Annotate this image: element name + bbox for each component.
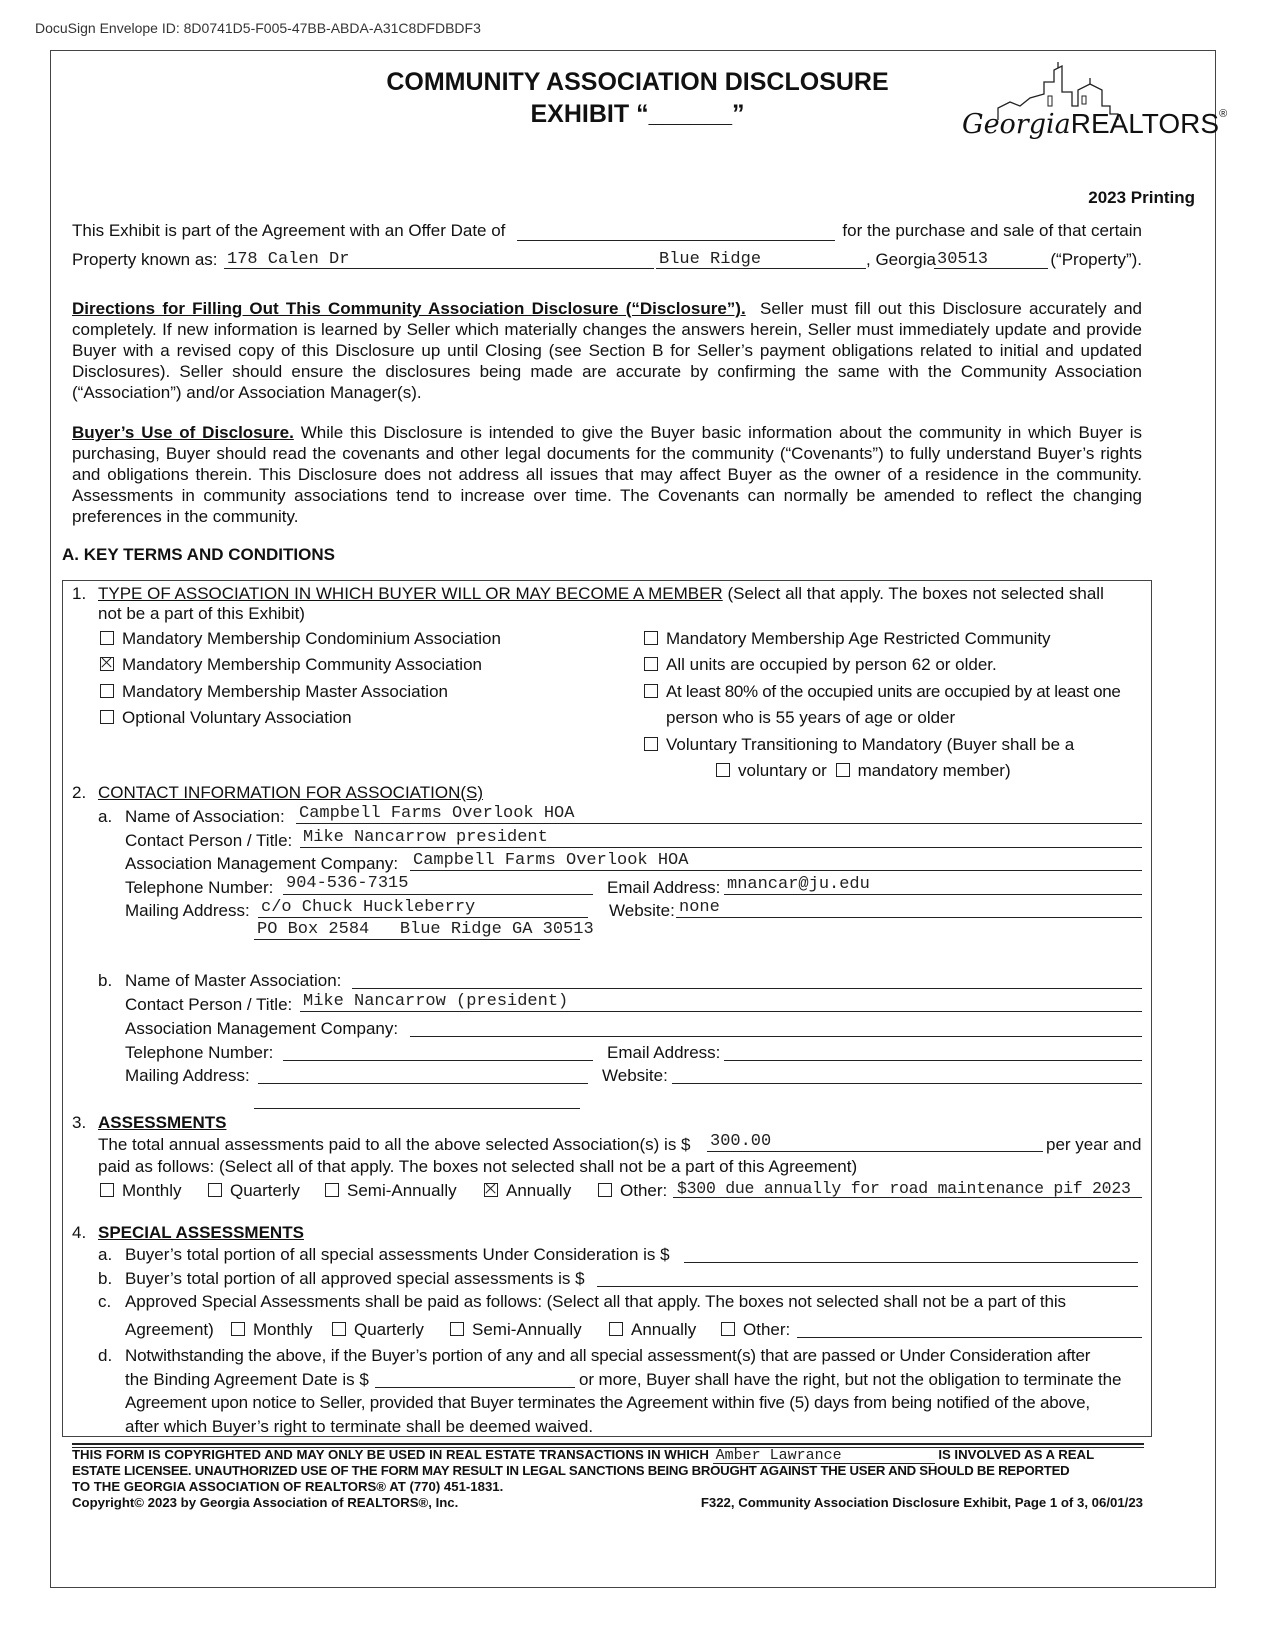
buyers-use-paragraph <box>72 422 1142 527</box>
label-voluntary-member: voluntary or <box>738 761 827 780</box>
checkbox-55[interactable] <box>644 684 658 698</box>
directions-body: Seller must fill out this Disclosure accurately and completely. If new information is learned by Seller which materially changes the answers herein, Seller must immediately update and provide Buyer with a revised copy of this Disclosure up until Closing (see Section B for Seller’s payment obligations related to initial and updated Disclosures). Seller should ensure the disclosures being made are accurate by confirming the same with the Community Association (“Association”) and/or Association Manager(s). <box>72 299 1142 402</box>
label-s3-annually: Annually <box>506 1181 572 1200</box>
s3-opt-other[interactable] <box>598 1180 667 1201</box>
s1-opt-community[interactable] <box>100 654 482 675</box>
s4d-line2-b: or more, Buyer shall have the right, but not the obligation to terminate the <box>579 1370 1122 1389</box>
s4d-line4: after which Buyer’s right to terminate shall be deemed waived. <box>125 1417 594 1436</box>
s4a-amount-field[interactable] <box>684 1242 1138 1263</box>
buyers-use-body: While this Disclosure is intended to give the Buyer basic information about the community in which Buyer is purchasing, Buyer should read the covenants and other legal documents for the community (“Covenants”) to fully understand Buyer’s rights and obligations therein. This Disclosure does not address all issues that may affect Buyer as the owner of a residence in the community. Assessments in community associations tend to increase over time. The Covenants can normally be amended to reflect the changing preferences in the community. <box>72 423 1142 526</box>
footer-text-1a: THIS FORM IS COPYRIGHTED AND MAY ONLY BE USED IN REAL ESTATE TRANSACTIONS IN WHICH <box>72 1447 709 1462</box>
checkbox-s4-quarterly[interactable] <box>332 1322 346 1336</box>
s3-line1-a: The total annual assessments paid to all the above selected Association(s) is $ <box>98 1135 691 1154</box>
property-city-field[interactable]: Blue Ridge <box>656 249 866 269</box>
s2b-web-label: Website: <box>602 1066 668 1085</box>
s4-num: 4. <box>72 1223 87 1242</box>
s2b-phone-field[interactable] <box>283 1040 593 1061</box>
s2a-contact-label: Contact Person / Title: <box>125 831 293 850</box>
footer-rule-thick <box>72 1443 1144 1445</box>
s2a-web-label: Website: <box>609 901 675 920</box>
label-s4-quarterly: Quarterly <box>354 1320 424 1339</box>
printing-year: 2023 Printing <box>1088 188 1195 207</box>
label-mandatory-member: mandatory member) <box>857 761 1011 780</box>
s2b-mail-label: Mailing Address: <box>125 1066 250 1085</box>
s2a-mail-label: Mailing Address: <box>125 901 250 920</box>
s1-num: 1. <box>72 584 87 603</box>
label-condo: Mandatory Membership Condominium Association <box>122 629 501 648</box>
s2a-contact-field[interactable]: Mike Nancarrow president <box>300 828 1142 848</box>
checkbox-62[interactable] <box>644 657 658 671</box>
s4c-opt-other[interactable] <box>721 1319 790 1340</box>
label-55b: person who is 55 years of age or older <box>666 708 956 727</box>
checkbox-master[interactable] <box>100 684 114 698</box>
property-address-field[interactable]: 178 Calen Dr <box>224 249 654 269</box>
s3-opt-monthly[interactable] <box>100 1180 182 1201</box>
s2b-contact-label: Contact Person / Title: <box>125 995 293 1014</box>
s2a-email-field[interactable]: mnancar@ju.edu <box>724 875 1142 895</box>
s2b-name-field[interactable] <box>352 968 1142 989</box>
s3-line1-b: per year and <box>1046 1135 1142 1154</box>
label-s4-annually: Annually <box>631 1320 697 1339</box>
s2b-letter: b. <box>98 971 113 990</box>
label-age-restricted: Mandatory Membership Age Restricted Community <box>666 629 1051 648</box>
intro-line-2 <box>72 249 1142 271</box>
s4b-text: Buyer’s total portion of all approved special assessments is $ <box>125 1269 585 1288</box>
label-s3-quarterly: Quarterly <box>230 1181 300 1200</box>
s1-opt-age[interactable] <box>644 628 1051 649</box>
label-s3-semi: Semi-Annually <box>347 1181 457 1200</box>
s4b-amount-field[interactable] <box>597 1266 1138 1287</box>
georgia-label: , Georgia <box>866 250 936 269</box>
checkbox-age-restricted[interactable] <box>644 631 658 645</box>
s2b-mail-field-1[interactable] <box>258 1063 588 1084</box>
s4d-amount-field[interactable] <box>375 1367 575 1388</box>
s2b-email-field[interactable] <box>724 1040 1142 1061</box>
s4d-letter: d. <box>98 1346 113 1365</box>
s3-heading: ASSESSMENTS <box>98 1113 227 1132</box>
s2a-name-label: Name of Association: <box>125 807 285 826</box>
s2b-email-label: Email Address: <box>607 1043 721 1062</box>
s2a-mail-field-2[interactable]: PO Box 2584 Blue Ridge GA 30513 <box>254 920 580 940</box>
offer-date-field[interactable] <box>517 222 835 241</box>
s2b-mgmt-field[interactable] <box>410 1016 1142 1037</box>
label-s4-monthly: Monthly <box>253 1320 313 1339</box>
intro-text-a: This Exhibit is part of the Agreement with an Offer Date of <box>72 221 506 240</box>
property-label-end: (“Property”). <box>1050 250 1142 269</box>
logo-script: Georgia <box>962 109 1071 140</box>
label-s3-monthly: Monthly <box>122 1181 182 1200</box>
s4c-opt-quarterly[interactable] <box>332 1319 424 1340</box>
s1-opt-transition[interactable] <box>644 734 1074 755</box>
s4c-other-field[interactable] <box>797 1317 1142 1338</box>
envelope-id: DocuSign Envelope ID: 8D0741D5-F005-47BB-ABDA-A31C8DFDBDF3 <box>35 20 481 36</box>
s3-line2: paid as follows: (Select all of that apply. The boxes not selected shall not be a part of this Agreement) <box>98 1157 858 1176</box>
buyers-use-heading: Buyer’s Use of Disclosure. <box>72 423 294 442</box>
label-s3-other: Other: <box>620 1181 668 1200</box>
label-community: Mandatory Membership Community Association <box>122 655 482 674</box>
footer-line-1 <box>72 1447 1144 1464</box>
checkbox-voluntary-member[interactable] <box>716 763 730 777</box>
s1-note: (Select all that apply. The boxes not selected shall <box>727 584 1104 603</box>
s2a-mail-field-1[interactable]: c/o Chuck Huckleberry <box>258 898 588 918</box>
checkbox-s4-semi[interactable] <box>450 1322 464 1336</box>
logo-caps: REALTORS <box>1070 108 1220 139</box>
checkbox-mandatory-member[interactable] <box>836 763 850 777</box>
intro-text-b: for the purchase and sale of that certain <box>842 221 1142 240</box>
checkbox-transitioning[interactable] <box>644 737 658 751</box>
s4b-letter: b. <box>98 1269 113 1288</box>
s2a-mgmt-label: Association Management Company: <box>125 854 399 873</box>
s1-opt-55[interactable] <box>644 681 1121 702</box>
s4a-letter: a. <box>98 1245 113 1264</box>
s1-opt-master[interactable] <box>100 681 448 702</box>
licensee-field[interactable]: Amber Lawrance <box>713 1448 935 1464</box>
checkbox-condo[interactable] <box>100 631 114 645</box>
checkbox-s3-other[interactable] <box>598 1183 612 1197</box>
s2b-phone-label: Telephone Number: <box>125 1043 274 1062</box>
checkbox-optional[interactable] <box>100 710 114 724</box>
s2b-mgmt-label: Association Management Company: <box>125 1019 399 1038</box>
s3-other-value: $300 due annually for road maintenance pif 2023 <box>677 1179 1131 1198</box>
s2a-letter: a. <box>98 807 113 826</box>
footer-line-2: ESTATE LICENSEE. UNAUTHORIZED USE OF THE FORM MAY RESULT IN LEGAL SANCTIONS BEING BROUGHT AGAINST THE USER AND SHOULD BE REPORTED <box>72 1463 1070 1478</box>
checkbox-s3-annually-checked[interactable] <box>484 1183 498 1197</box>
s4c-letter: c. <box>98 1292 112 1311</box>
s2a-mgmt-field[interactable]: Campbell Farms Overlook HOA <box>410 851 1142 871</box>
s1-opt-optional[interactable] <box>100 707 352 728</box>
label-55a: At least 80% of the occupied units are occupied by at least one <box>666 682 1121 701</box>
checkbox-s4-annually[interactable] <box>609 1322 623 1336</box>
s2b-name-label: Name of Master Association: <box>125 971 342 990</box>
label-master: Mandatory Membership Master Association <box>122 682 448 701</box>
directions-heading: Directions for Filling Out This Community Association Disclosure (“Disclosure”). <box>72 299 746 318</box>
exhibit-title: EXHIBIT “______” <box>530 100 745 128</box>
s4-heading: SPECIAL ASSESSMENTS <box>98 1223 304 1242</box>
checkbox-s3-monthly[interactable] <box>100 1183 114 1197</box>
property-label: Property known as: <box>72 250 218 269</box>
s2-heading: CONTACT INFORMATION FOR ASSOCIATION(S) <box>98 783 484 802</box>
s3-opt-quarterly[interactable] <box>208 1180 300 1201</box>
checkbox-community-checked[interactable] <box>100 657 114 671</box>
checkbox-s3-semi[interactable] <box>325 1183 339 1197</box>
s2a-web-field[interactable]: none <box>676 898 1142 918</box>
s4c-opt-annually[interactable] <box>609 1319 696 1340</box>
s1-note-2: not be a part of this Exhibit) <box>98 604 305 623</box>
s4d-line2-a: the Binding Agreement Date is $ <box>125 1370 369 1389</box>
checkbox-s4-monthly[interactable] <box>231 1322 245 1336</box>
footer-line-3: TO THE GEORGIA ASSOCIATION OF REALTORS® AT (770) 451-1831. <box>72 1479 504 1494</box>
georgia-realtors-logo <box>958 62 1228 157</box>
label-62: All units are occupied by person 62 or older. <box>666 655 997 674</box>
logo-reg: ® <box>1219 108 1228 120</box>
footer-copyright: Copyright© 2023 by Georgia Association of REALTORS®, Inc. <box>72 1495 459 1510</box>
s2a-name-field[interactable]: Campbell Farms Overlook HOA <box>296 804 1142 824</box>
s1-opt-62[interactable] <box>644 654 997 675</box>
s1-heading: TYPE OF ASSOCIATION IN WHICH BUYER WILL OR MAY BECOME A MEMBER <box>98 584 723 603</box>
s2b-mail-field-2[interactable] <box>254 1088 580 1109</box>
s2a-phone-label: Telephone Number: <box>125 878 274 897</box>
s2-num: 2. <box>72 783 87 802</box>
s2b-contact-field[interactable]: Mike Nancarrow (president) <box>300 992 1142 1012</box>
s3-other-field[interactable] <box>673 1178 1142 1198</box>
label-s4-semi: Semi-Annually <box>472 1320 582 1339</box>
s1-opt-condo[interactable] <box>100 628 501 649</box>
property-zip-field[interactable]: 30513 <box>934 249 1048 269</box>
intro-line-1 <box>72 220 1142 241</box>
s3-amount-field[interactable]: 300.00 <box>707 1132 1043 1152</box>
footer-text-1b: IS INVOLVED AS A REAL <box>938 1447 1095 1462</box>
s4d-line1: Notwithstanding the above, if the Buyer’s portion of any and all special assessment(s) that are passed or Under Consideration after <box>125 1346 1091 1365</box>
label-optional: Optional Voluntary Association <box>122 708 352 727</box>
s2a-phone-field[interactable]: 904-536-7315 <box>283 874 593 895</box>
s2b-web-field[interactable] <box>672 1063 1142 1084</box>
s1-heading-line <box>98 583 1142 604</box>
checkbox-s3-quarterly[interactable] <box>208 1183 222 1197</box>
s4c-line1: Approved Special Assessments shall be paid as follows: (Select all that apply. The boxes not selected shall not be a part of this <box>125 1292 1066 1311</box>
s1-voluntary-mandatory <box>716 760 1011 781</box>
page-title: COMMUNITY ASSOCIATION DISCLOSURE <box>386 68 889 96</box>
section-a-heading: A. KEY TERMS AND CONDITIONS <box>62 545 335 564</box>
s4a-text: Buyer’s total portion of all special assessments Under Consideration is $ <box>125 1245 670 1264</box>
s3-opt-semi[interactable] <box>325 1180 457 1201</box>
s3-opt-annually[interactable] <box>484 1180 571 1201</box>
footer-form-id: F322, Community Association Disclosure Exhibit, Page 1 of 3, 06/01/23 <box>700 1495 1143 1510</box>
directions-paragraph <box>72 298 1142 403</box>
label-s4-other: Other: <box>743 1320 791 1339</box>
s4c-opt-semi[interactable] <box>450 1319 582 1340</box>
s2a-email-label: Email Address: <box>607 878 721 897</box>
label-transitioning: Voluntary Transitioning to Mandatory (Buyer shall be a <box>666 735 1075 754</box>
s3-num: 3. <box>72 1113 87 1132</box>
checkbox-s4-other[interactable] <box>721 1322 735 1336</box>
s4c-agreement: Agreement) <box>125 1320 214 1339</box>
s4d-line3: Agreement upon notice to Seller, provided that Buyer terminates the Agreement within five (5) days from being notified of the above, <box>125 1393 1090 1412</box>
s4c-opt-monthly[interactable] <box>231 1319 313 1340</box>
